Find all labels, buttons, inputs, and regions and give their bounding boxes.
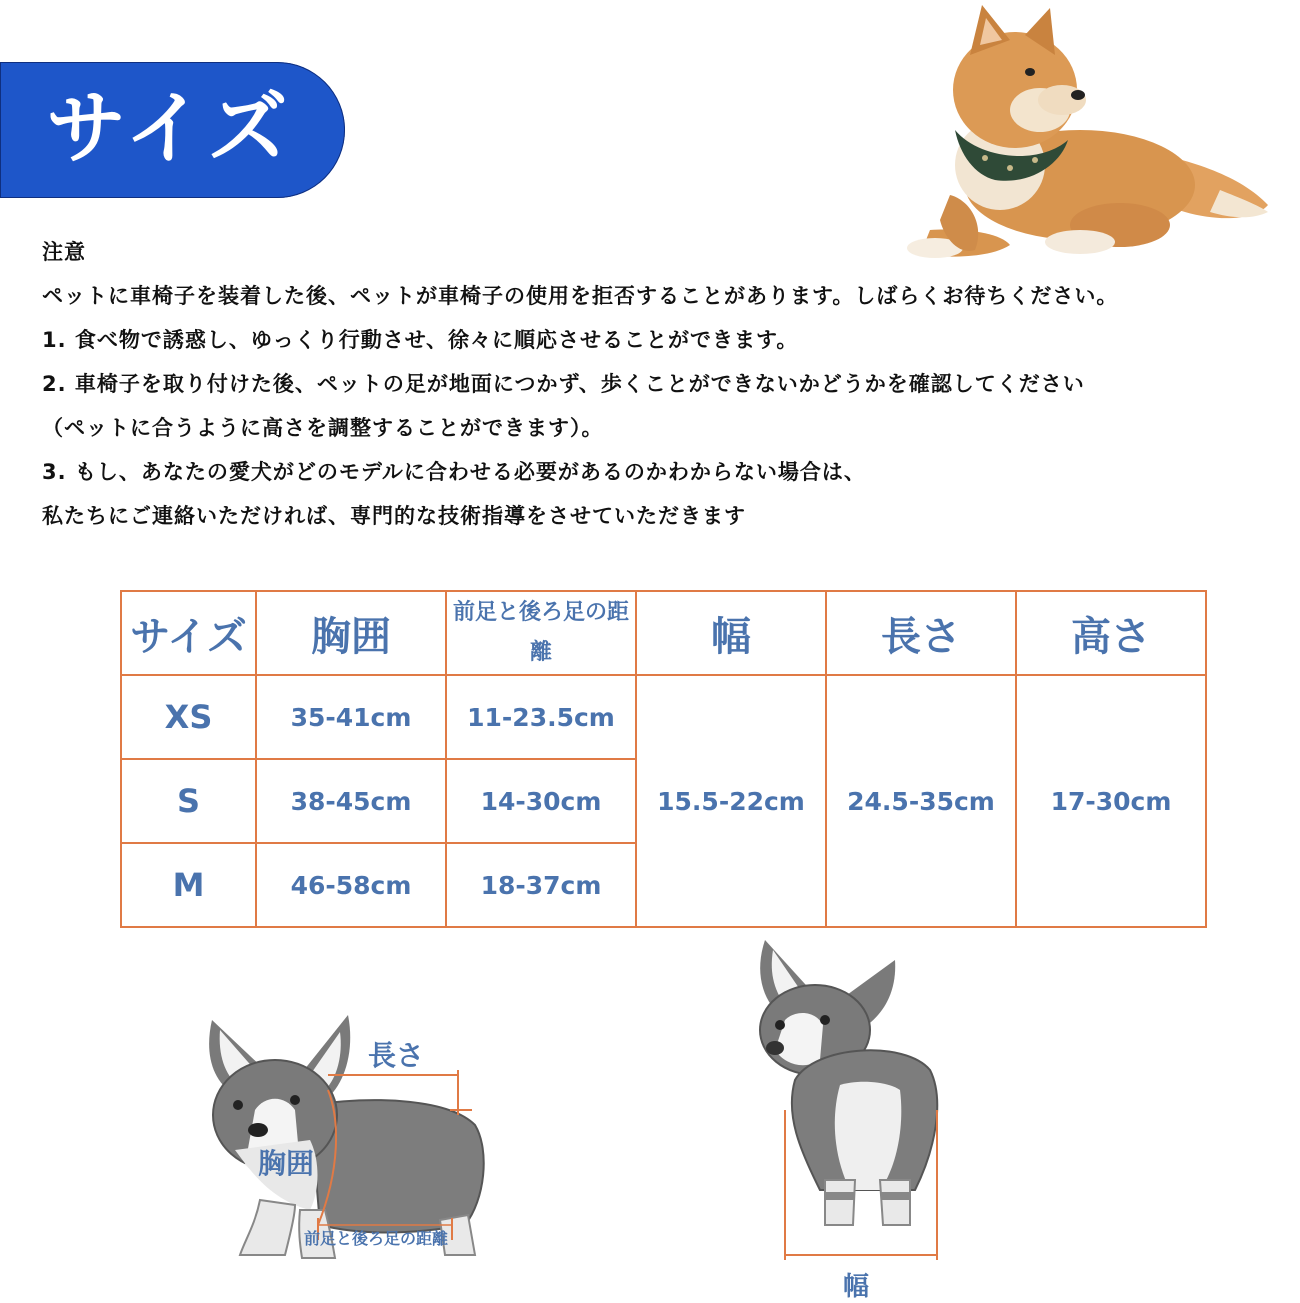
- chest-s: 38-45cm: [256, 759, 446, 843]
- shiba-dog-photo: [890, 0, 1290, 285]
- length-value: 24.5-35cm: [826, 675, 1016, 927]
- notes-heading: 注意: [42, 240, 86, 264]
- height-value: 17-30cm: [1016, 675, 1206, 927]
- width-value: 15.5-22cm: [636, 675, 826, 927]
- leg-distance-xs: 11-23.5cm: [446, 675, 636, 759]
- page-title: サイズ: [46, 82, 292, 175]
- table-header-row: [121, 591, 1206, 675]
- side-view-diagram: [200, 1000, 520, 1285]
- header-width: 幅: [636, 591, 826, 675]
- leg-distance-s: 14-30cm: [446, 759, 636, 843]
- chest-label: 胸囲: [258, 1147, 315, 1180]
- notes-item-3: 3. もし、あなたの愛犬がどのモデルに合わせる必要があるのかわからない場合は、: [42, 460, 866, 484]
- header-size: サイズ: [121, 591, 256, 675]
- chest-xs: 35-41cm: [256, 675, 446, 759]
- leg-distance-label: 前足と後ろ足の距離: [304, 1229, 449, 1248]
- leg-distance-m: 18-37cm: [446, 843, 636, 927]
- back-view-diagram: [745, 930, 965, 1302]
- length-label: 長さ: [368, 1039, 425, 1072]
- header-chest: 胸囲: [256, 591, 446, 675]
- size-s: S: [121, 759, 256, 843]
- header-height: 高さ: [1016, 591, 1206, 675]
- notes-item-2: 2. 車椅子を取り付けた後、ペットの足が地面につかず、歩くことができないかどうかを確認してください: [42, 372, 1085, 396]
- size-xs: XS: [121, 675, 256, 759]
- chest-m: 46-58cm: [256, 843, 446, 927]
- notes-item-2-continued: （ペットに合うように高さを調整することができます）。: [42, 416, 604, 440]
- notes-intro: ペットに車椅子を装着した後、ペットが車椅子の使用を拒否することがあります。しばらくお待ちください。: [42, 284, 1119, 308]
- size-m: M: [121, 843, 256, 927]
- title-banner: [0, 62, 345, 198]
- width-label: 幅: [843, 1272, 870, 1302]
- header-length: 長さ: [826, 591, 1016, 675]
- header-leg-distance: 前足と後ろ足の距離: [446, 591, 636, 675]
- notes-item-3-continued: 私たちにご連絡いただければ、専門的な技術指導をさせていただきます: [42, 504, 746, 528]
- table-row: [121, 675, 1206, 759]
- notes-item-1: 1. 食べ物で誘惑し、ゆっくり行動させ、徐々に順応させることができます。: [42, 328, 799, 352]
- size-table: [120, 590, 1207, 928]
- corgi-back-illustration: [745, 930, 965, 1270]
